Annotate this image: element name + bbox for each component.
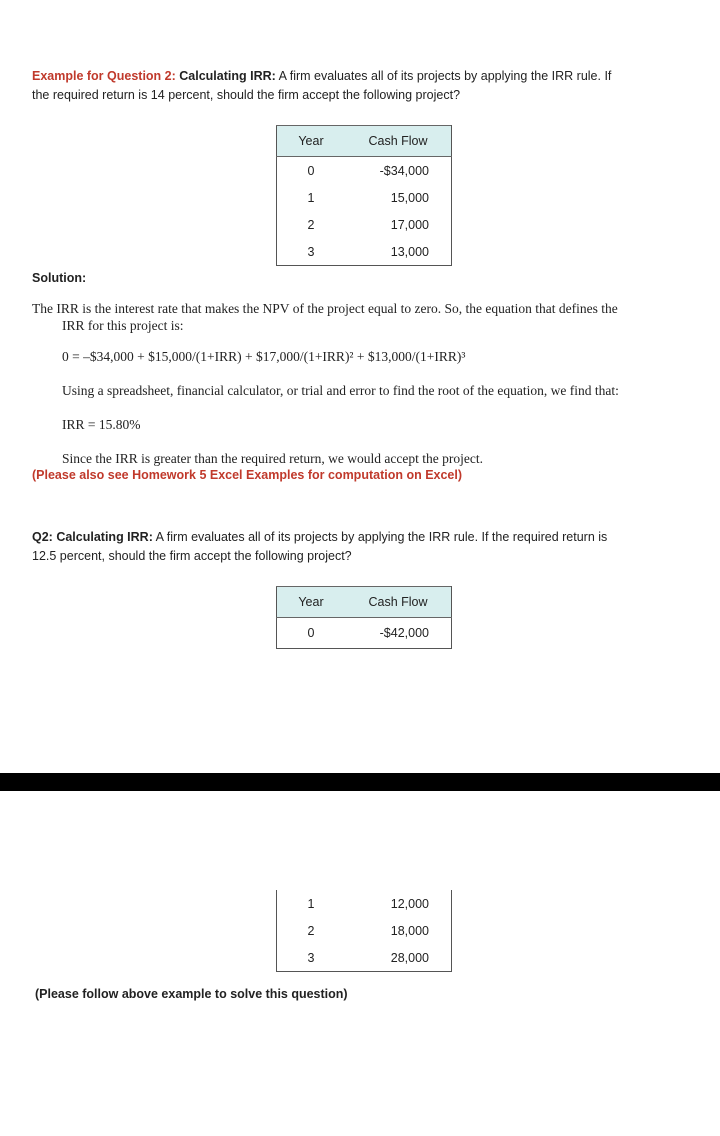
cash-cell: 13,000 <box>345 238 452 266</box>
year-cell: 3 <box>277 944 346 972</box>
example-cashflow-table <box>276 125 452 266</box>
table-row <box>277 211 452 238</box>
cash-cell: 12,000 <box>345 890 452 917</box>
table-row <box>277 917 452 944</box>
solution-line2: IRR for this project is: <box>62 318 184 333</box>
question-text-line2: 12.5 percent, should the firm accept the following project? <box>32 549 352 563</box>
example-text-line1: A firm evaluates all of its projects by applying the IRR rule. If <box>278 69 612 83</box>
solution-paragraph <box>32 300 704 334</box>
table-header-row <box>277 126 452 157</box>
question-instruction: (Please follow above example to solve this question) <box>35 987 348 1001</box>
solution-method: Using a spreadsheet, financial calculator, or trial and error to find the root of the equation, we find that: <box>62 383 619 398</box>
year-cell: 2 <box>277 917 346 944</box>
question-intro <box>32 528 692 566</box>
header-year: Year <box>277 126 346 157</box>
table-row <box>277 157 452 185</box>
solution-title: Solution: <box>32 271 87 285</box>
question-cashflow-table-top <box>276 586 452 649</box>
year-cell: 0 <box>277 157 346 185</box>
example-text-line2: the required return is 14 percent, should the firm accept the following project? <box>32 88 461 102</box>
table-row <box>277 944 452 972</box>
example-heading-label: Example for Question 2: <box>32 69 176 83</box>
header-cash-flow: Cash Flow <box>345 126 452 157</box>
cash-cell: 18,000 <box>345 917 452 944</box>
example-intro <box>32 67 692 105</box>
year-cell: 3 <box>277 238 346 266</box>
solution-conclusion: Since the IRR is greater than the required return, we would accept the project. <box>62 451 483 466</box>
table-row <box>277 238 452 266</box>
year-cell: 0 <box>277 618 346 649</box>
header-cash-flow: Cash Flow <box>345 587 452 618</box>
excel-note: (Please also see Homework 5 Excel Examples for computation on Excel) <box>32 468 463 482</box>
year-cell: 1 <box>277 890 346 917</box>
irr-result: IRR = 15.80% <box>62 417 141 432</box>
year-cell: 2 <box>277 211 346 238</box>
cash-cell: 28,000 <box>345 944 452 972</box>
question-topic: Calculating IRR: <box>56 530 153 544</box>
year-cell: 1 <box>277 184 346 211</box>
page-divider-bar <box>0 773 720 791</box>
cash-cell: 15,000 <box>345 184 452 211</box>
table-row <box>277 184 452 211</box>
irr-equation: 0 = –$34,000 + $15,000/(1+IRR) + $17,000/(1+IRR)² + $13,000/(1+IRR)³ <box>62 349 466 364</box>
example-heading-topic: Calculating IRR: <box>179 69 276 83</box>
header-year: Year <box>277 587 346 618</box>
question-text-line1: A firm evaluates all of its projects by applying the IRR rule. If the required return is <box>155 530 608 544</box>
table-row <box>277 890 452 917</box>
cash-cell: -$42,000 <box>345 618 452 649</box>
question-cashflow-table-bottom <box>276 890 452 972</box>
table-row <box>277 618 452 649</box>
cash-cell: -$34,000 <box>345 157 452 185</box>
question-label: Q2: <box>32 530 53 544</box>
cash-cell: 17,000 <box>345 211 452 238</box>
table-header-row <box>277 587 452 618</box>
solution-line1: The IRR is the interest rate that makes the NPV of the project equal to zero. So, the equation that defines the <box>32 301 618 316</box>
